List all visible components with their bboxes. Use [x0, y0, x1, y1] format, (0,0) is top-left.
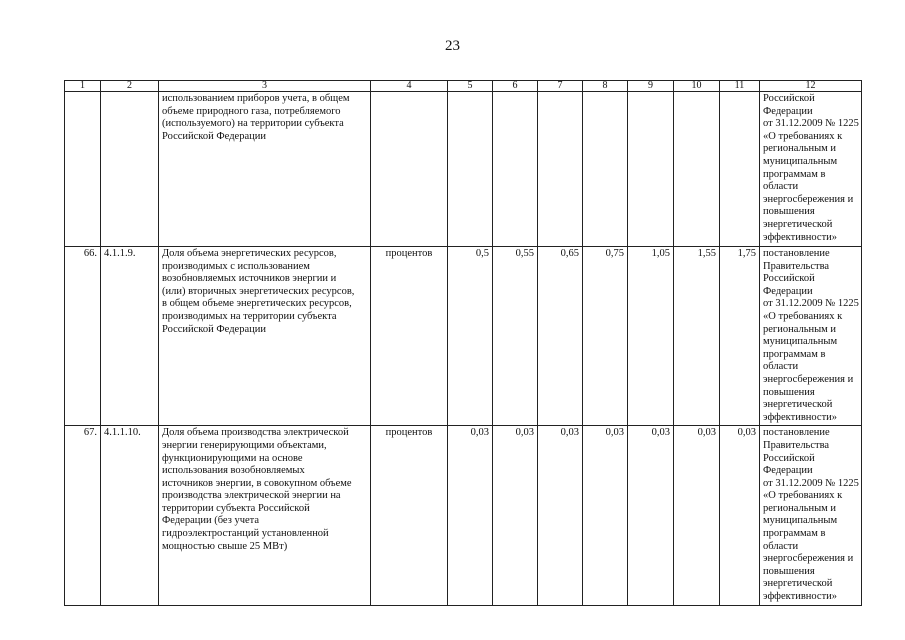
text-line: энергетической: [763, 578, 833, 590]
text-line: мощностью свыше 25 МВт): [162, 540, 288, 552]
header-cell: 10: [674, 81, 720, 92]
value-cell: 1,05: [628, 247, 674, 426]
text-line: муниципальным: [763, 336, 838, 348]
value-cell: [628, 92, 674, 247]
value-cell: [583, 92, 628, 247]
value-cell: 0,03: [628, 426, 674, 605]
row-number: [65, 92, 101, 247]
text-line: программам в: [763, 168, 826, 180]
value-cell: 0,03: [538, 426, 583, 605]
text-line: программам в: [763, 348, 826, 360]
text-line: территории субъекта Российской: [162, 502, 310, 514]
page-number: 23: [445, 38, 460, 54]
value-cell: 0,03: [720, 426, 760, 605]
text-line: эффективности»: [763, 591, 838, 603]
row-code: 4.1.1.9.: [101, 247, 159, 426]
value-cell: 0,55: [493, 247, 538, 426]
text-line: Российской: [763, 93, 815, 104]
value-cell: [720, 92, 760, 247]
text-line: энергии генерирующими объектами,: [162, 439, 327, 451]
text-line: от 31.12.2009 № 1225: [763, 298, 859, 310]
row-number: 66.: [65, 247, 101, 426]
text-line: Федерации: [763, 465, 813, 477]
text-line: области: [763, 361, 799, 373]
text-line: Федерации: [763, 105, 813, 117]
header-cell: 5: [448, 81, 493, 92]
text-line: (или) вторичных энергетических ресурсов,: [162, 285, 355, 297]
text-line: «О требованиях к: [763, 490, 843, 502]
text-line: использованием приборов учета, в общем: [162, 93, 350, 104]
value-cell: 0,65: [538, 247, 583, 426]
text-line: производимых на территории субъекта: [162, 310, 337, 322]
text-line: региональным и: [763, 323, 837, 335]
value-cell: [538, 92, 583, 247]
value-cell: 0,03: [493, 426, 538, 605]
value-cell: [674, 92, 720, 247]
header-cell: 12: [760, 81, 862, 92]
indicator-description: [159, 92, 371, 247]
value-cell: [448, 92, 493, 247]
text-line: (используемого) на территории субъекта: [162, 118, 344, 130]
text-line: Доля объема энергетических ресурсов,: [162, 248, 337, 259]
text-line: Российской: [763, 273, 815, 285]
unit-cell: процентов: [371, 247, 448, 426]
text-line: гидроэлектростанций установленной: [162, 528, 329, 540]
value-cell: 0,03: [583, 426, 628, 605]
text-line: источников энергии, в совокупном объеме: [162, 477, 352, 489]
value-cell: 0,75: [583, 247, 628, 426]
text-line: энергетической: [763, 399, 833, 411]
text-line: энергосбережения и: [763, 373, 854, 385]
value-cell: 1,55: [674, 247, 720, 426]
text-line: Федерации: [763, 285, 813, 297]
header-row: [65, 81, 862, 92]
text-line: постановление: [763, 248, 830, 259]
text-line: повышения: [763, 386, 815, 398]
text-line: в общем объеме энергетических ресурсов,: [162, 298, 352, 310]
header-cell: 7: [538, 81, 583, 92]
text-line: Доля объема производства электрической: [162, 427, 349, 439]
row-code: [101, 92, 159, 247]
row-code: 4.1.1.10.: [101, 426, 159, 605]
text-line: энергосбережения и: [763, 193, 854, 205]
text-line: региональным и: [763, 502, 837, 514]
text-line: производимых с использованием: [162, 260, 310, 272]
text-line: области: [763, 540, 799, 552]
header-cell: 8: [583, 81, 628, 92]
text-line: от 31.12.2009 № 1225: [763, 118, 859, 130]
header-cell: 2: [101, 81, 159, 92]
text-line: региональным и: [763, 143, 837, 155]
unit-cell: [371, 92, 448, 247]
text-line: муниципальным: [763, 155, 838, 167]
text-line: возобновляемых источников энергии и: [162, 273, 337, 285]
text-line: «О требованиях к: [763, 310, 843, 322]
text-line: энергетической: [763, 218, 833, 230]
text-line: Российской Федерации: [162, 130, 266, 142]
row-number: 67.: [65, 426, 101, 605]
table-row: [65, 247, 862, 426]
text-line: производства электрической энергии на: [162, 490, 341, 502]
header-cell: 4: [371, 81, 448, 92]
text-line: Федерации (без учета: [162, 515, 260, 527]
value-cell: 0,03: [674, 426, 720, 605]
header-cell: 3: [159, 81, 371, 92]
value-cell: 0,03: [448, 426, 493, 605]
indicator-description: [159, 247, 371, 426]
text-line: эффективности»: [763, 231, 838, 243]
text-line: Правительства: [763, 260, 830, 272]
text-line: постановление: [763, 427, 830, 439]
value-cell: [493, 92, 538, 247]
value-cell: 0,5: [448, 247, 493, 426]
table-row: [65, 92, 862, 247]
text-line: Российской: [763, 452, 815, 464]
text-line: энергосбережения и: [763, 553, 854, 565]
indicators-table: [64, 80, 862, 606]
text-line: повышения: [763, 565, 815, 577]
header-cell: 9: [628, 81, 674, 92]
text-line: эффективности»: [763, 411, 838, 423]
header-cell: 6: [493, 81, 538, 92]
text-line: программам в: [763, 528, 826, 540]
legal-basis-cell: [760, 426, 862, 605]
text-line: объеме природного газа, потребляемого: [162, 105, 341, 117]
text-line: использования возобновляемых: [162, 465, 305, 477]
text-line: Российской Федерации: [162, 323, 266, 335]
header-cell: 11: [720, 81, 760, 92]
value-cell: 1,75: [720, 247, 760, 426]
unit-cell: процентов: [371, 426, 448, 605]
legal-basis-cell: [760, 247, 862, 426]
header-cell: 1: [65, 81, 101, 92]
text-line: «О требованиях к: [763, 130, 843, 142]
table-row: [65, 426, 862, 605]
text-line: области: [763, 181, 799, 193]
text-line: муниципальным: [763, 515, 838, 527]
text-line: повышения: [763, 206, 815, 218]
legal-basis-cell: [760, 92, 862, 247]
text-line: Правительства: [763, 439, 830, 451]
indicator-description: [159, 426, 371, 605]
text-line: функционирующими на основе: [162, 452, 303, 464]
text-line: от 31.12.2009 № 1225: [763, 477, 859, 489]
